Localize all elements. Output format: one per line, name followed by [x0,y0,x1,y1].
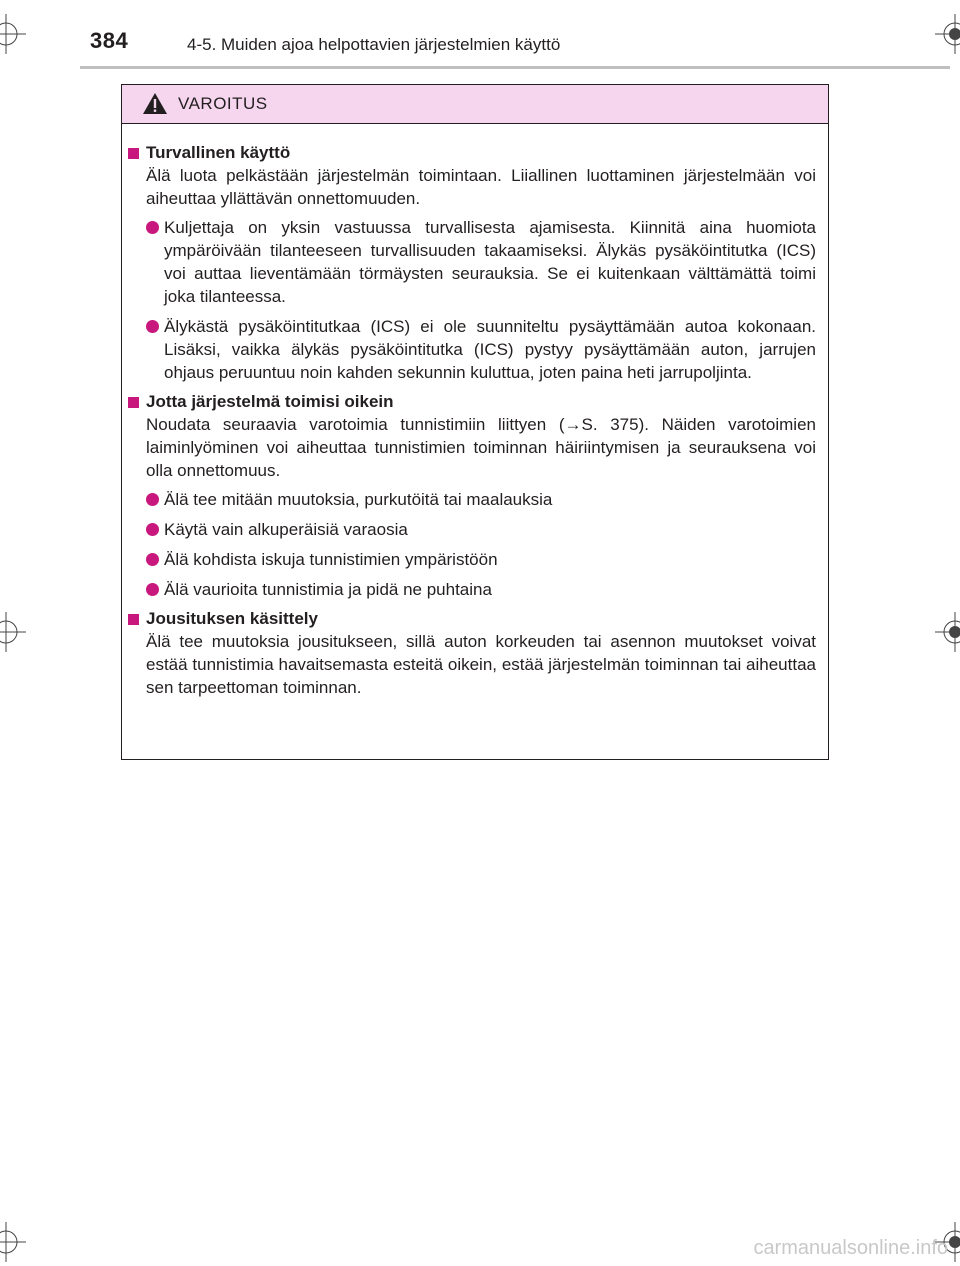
list-item [128,315,816,384]
list-item-text: Kuljettaja on yksin vastuussa turvallisesta ajamisesta. Kiinnitä aina huomiota ympäröivään tilanteeseen turvallisuuden takaamiseksi. Älykäs pysäköintitutka (ICS) voi auttaa lieventämään törmäysten seurauksia. Se ei kuitenkaan välttämättä toimi joka tilanteessa. [164,218,816,306]
bullet-dot-icon [146,221,159,234]
list-item-text: Käytä vain alkuperäisiä varaosia [164,520,408,539]
section-heading-text: Turvallinen käyttö [146,143,291,162]
section-heading [128,608,816,630]
list-item [128,578,816,601]
bullet-dot-icon [146,553,159,566]
list-item [128,488,816,511]
list-item-text: Älä kohdista iskuja tunnistimien ympäristöön [164,550,498,569]
section-text: Älä luota pelkästään järjestelmän toimintaan. Liiallinen luottaminen järjestelmään voi aiheuttaa yllättävän onnettomuuden. [146,166,816,208]
registration-mark-icon [935,612,960,652]
warning-header [122,85,828,124]
watermark: carmanualsonline.info [753,1237,948,1259]
square-bullet-icon [128,614,139,625]
list-item [128,518,816,541]
square-bullet-icon [128,148,139,159]
header-rule [80,66,950,69]
list-item-text: Älä tee mitään muutoksia, purkutöitä tai maalauksia [164,490,553,509]
page-number: 384 [90,28,129,53]
list-item-text: Älykästä pysäköintitutkaa (ICS) ei ole suunniteltu pysäyttämään autoa kokonaan. Lisäksi, vaikka älykäs pysäköintitutka (ICS) pystyy pysäyttämään auton, jarrujen ohjaus peruuntuu noin kahden sekunnin kuluttua, joten paina heti jarrupoljinta. [164,317,816,382]
list-item-text: Älä vaurioita tunnistimia ja pidä ne puhtaina [164,580,492,599]
bullet-dot-icon [146,583,159,596]
chapter-title: 4-5. Muiden ajoa helpottavien järjestelmien käyttö [187,35,561,54]
section-text: Älä tee muutoksia jousitukseen, sillä auton korkeuden tai asennon muutokset voivat estää tunnistimia havaitsemasta esteitä oikein, estää järjestelmän toiminnan tai aiheuttaa sen tarpeettoman toiminnan. [146,632,816,697]
section-heading-text: Jousituksen käsittely [146,609,318,628]
registration-mark-icon [0,14,26,54]
registration-mark-icon [0,1222,26,1262]
section-heading-text: Jotta järjestelmä toimisi oikein [146,392,394,411]
registration-mark-icon [935,14,960,54]
warning-triangle-icon [142,92,168,115]
warning-box [121,84,829,760]
registration-mark-icon [0,612,26,652]
bullet-dot-icon [146,523,159,536]
bullet-dot-icon [146,493,159,506]
bullet-dot-icon [146,320,159,333]
warning-label: VAROITUS [178,94,268,113]
section-text: Noudata seuraavia varotoimia tunnistimiin liittyen (→S. 375). Näiden varotoimien laiminlyöminen voi aiheuttaa tunnistimien toiminnan häiriintymisen ja seurauksena voi olla onnettomuus. [146,415,816,480]
section-heading [128,391,816,413]
square-bullet-icon [128,397,139,408]
list-item [128,548,816,571]
section-heading [128,142,816,164]
list-item [128,216,816,308]
warning-body [122,124,828,699]
